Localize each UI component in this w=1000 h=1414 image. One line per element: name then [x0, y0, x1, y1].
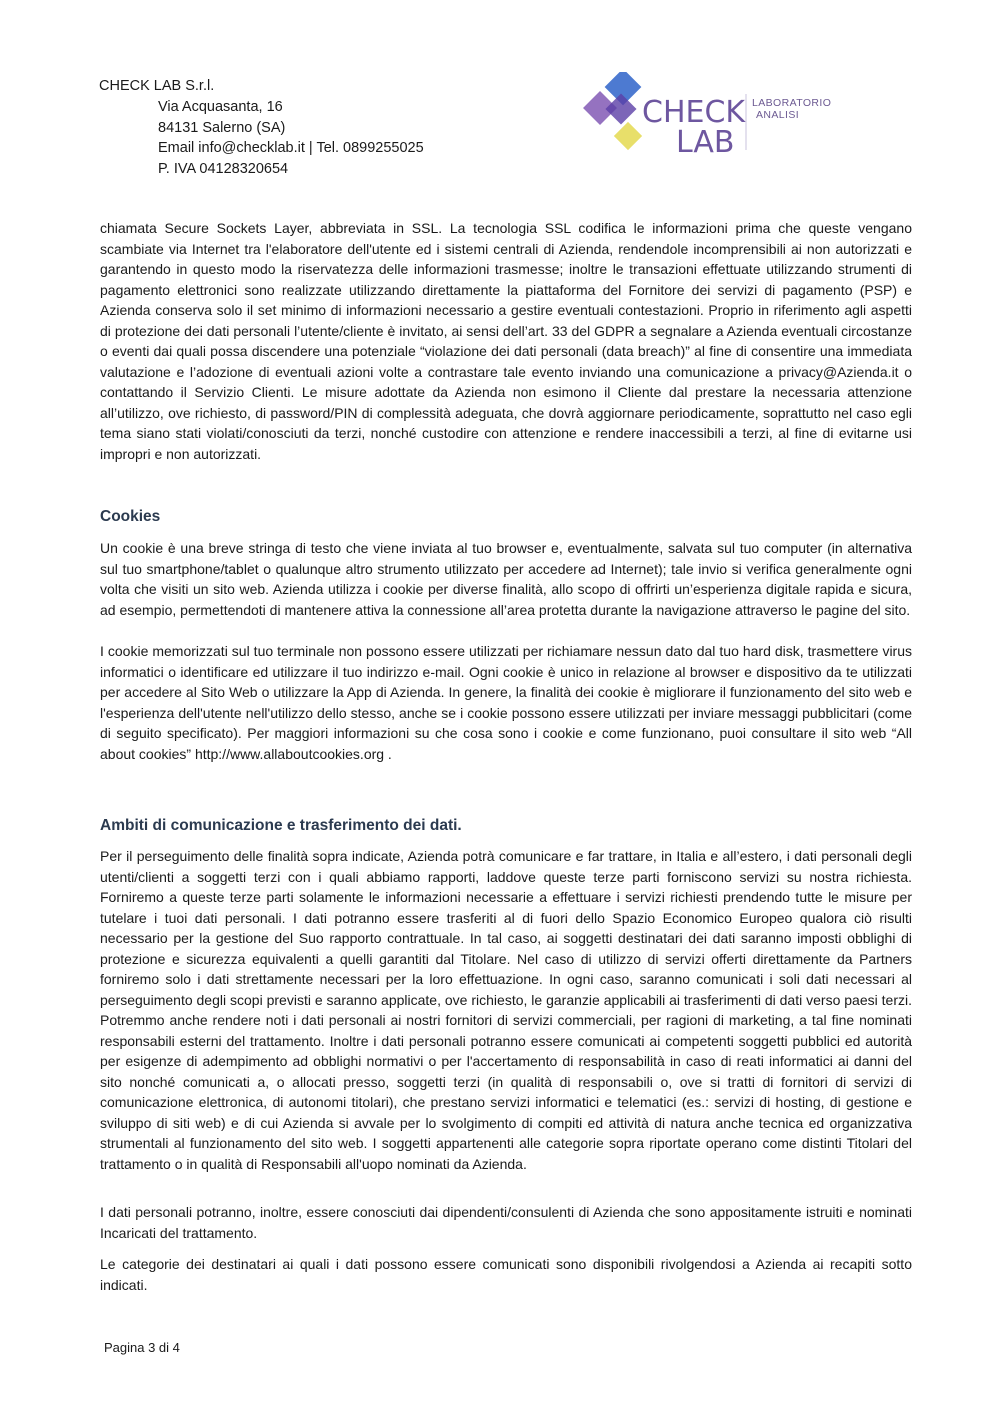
ambiti-paragraph-2: I dati personali potranno, inoltre, essere conosciuti dai dipendenti/consulenti di Azienda che sono appositamente istruiti e nominati Incaricati del trattamento.: [100, 1204, 912, 1241]
logo-tagline-1: LABORATORIO: [752, 97, 832, 109]
ambiti-paragraph-1: Per il perseguimento delle finalità sopra indicate, Azienda potrà comunicare e far trattare, in Italia e all’estero, i dati personali degli utenti/clienti a soggetti terzi con i quali abbiamo rapporti, laddove queste terze parti forniscono servizi su nostra richiesta. Forniremo a queste terze parti solamente le informazioni necessarie a effettuare i servizi richiesti prendendo tutte le misure per tutelare i tuoi dati personali. I dati potranno essere trasferiti al di fuori dello Spazio Economico Europeo qualora ciò risulti necessario per la gestione del Suo rapporto contrattuale. In tal caso, ai soggetti destinatari dei dati saranno imposti obblighi di protezione e sicurezza equivalenti a quelli garantiti dal Titolare. Nel caso di utilizzo di servizi offerti direttamente da Partners forniremo solo i dati strettamente necessari per la loro effettuazione. In ogni caso, saranno comunicati i soli dati necessari al perseguimento degli scopi previsti e saranno applicate, ove richiesto, le garanzie applicabili ai trasferimenti di dati verso paesi terzi. Potremmo anche rendere noti i dati personali ai nostri fornitori di servizi commerciali, per ragioni di marketing, a tal fine nominati responsabili esterni del trattamento. Inoltre i dati personali potranno essere comunicati ai competenti soggetti pubblici ed autorità per esigenze di adempimento ad obblighi normativi o per l'accertamento di responsabilità in caso di reati informatici ai danni del sito nonché comunicati a, o allocati presso, soggetti terzi (in qualità di responsabili o, ove si tratti di fornitori di servizi di comunicazione elettronica, di autonomi titolari), che prestano servizi informatici e telematici (es.: servizi di hosting, di gestione e sviluppo di siti web) e di cui Azienda si avvale per lo svolgimento di compiti ed attività di natura anche tecnica ed organizzativa strumentali al funzionamento del sito web. I soggetti appartenenti alle categorie sopra riportate operano come distinti Titolari del trattamento o in qualità di Responsabili all'uopo nominati da Azienda.: [100, 848, 912, 1172]
address-street: Via Acquasanta, 16: [158, 99, 283, 115]
cookies-paragraph-1: Un cookie è una breve stringa di testo che viene inviata al tuo browser e, eventualmente, salvata sul tuo computer (in alternativa sul tuo smartphone/tablet o qualunque altro strumento utilizzato per accedere ad Internet); tale invio si verifica generalmente ogni volta che visiti un sito web. Azienda utilizza i cookie per diverse finalità, allo scopo di offrirti un’esperienza digitale rapida e sicura, ad esempio, permettendoti di mantenere attiva la connessione all’area protetta durante la navigazione attraverso le pagine del sito.: [100, 540, 912, 618]
cookies-paragraph-2: I cookie memorizzati sul tuo terminale non possono essere utilizzati per richiamare nessun dato dal tuo hard disk, trasmettere virus informatici o identificare ed utilizzare il tuo indirizzo e-mail. Ogni cookie è unico in relazione al browser e dispositivo da te utilizzati per accedere al Sito Web o utilizzare la App di Azienda. In genere, la finalità dei cookie è migliorare il funzionamento del sito web e l'esperienza dell'utente nell'utilizzo dello stesso, anche se i cookie possono essere utilizzati per inviare messaggi pubblicitari (come di seguito specificato). Per maggiori informazioni su che cosa sono i cookie e come funzionano, puoi consultare il sito web “All about cookies” http://www.allaboutcookies.org .: [100, 643, 912, 762]
logo-tagline-2: ANALISI: [756, 109, 800, 121]
ssl-paragraph: chiamata Secure Sockets Layer, abbreviata in SSL. La tecnologia SSL codifica le informazioni prima che queste vengano scambiate via Internet tra l'elaboratore dell'utente ed i sistemi centrali di Azienda, rendendole incomprensibili ai non autorizzati e garantendo in questo modo la riservatezza delle informazioni trasmesse; inoltre le transazioni effettuate utilizzando strumenti di pagamento elettronici sono realizzate utilizzando direttamente la piattaforma del Fornitore dei servizi di pagamento (PSP) e Azienda conserva solo il set minimo di informazioni necessario a gestire eventuali contestazioni. Proprio in riferimento agli aspetti di protezione dei dati personali l’utente/cliente è invitato, ai sensi dell’art. 33 del GDPR a segnalare a Azienda eventuali circostanze o eventi dai quali possa discendere una potenziale “violazione dei dati personali (data breach)” al fine di consentire una immediata valutazione e l’adozione di eventuali azioni volte a contrastare tale evento inviando una comunicazione a privacy@Azienda.it o contattando il Servizio Clienti. Le misure adottate da Azienda non esimono il Cliente dal prestare la necessaria attenzione all’utilizzo, ove richiesto, di password/PIN di complessità adeguata, che dovrà aggiornare periodicamente, soprattutto nel caso egli tema siano stati violati/conosciuti da terzi, nonché custodire con attenzione e rendere inaccessibili a terzi, al fine di evitarne usi impropri e non autorizzati.: [100, 220, 912, 462]
cookies-heading: Cookies: [100, 508, 161, 525]
logo-word-lab: LAB: [676, 125, 735, 160]
ambiti-heading: Ambiti di comunicazione e trasferimento dei dati.: [100, 817, 462, 834]
logo-tagline: [752, 97, 831, 121]
ambiti-paragraph-3: Le categorie dei destinatari ai quali i dati possono essere comunicati sono disponibili rivolgendosi a Azienda ai recapiti sotto indicati.: [100, 1256, 912, 1293]
logo-word-check: CHECK: [642, 95, 746, 130]
company-address: [158, 97, 424, 179]
page-number: Pagina 3 di 4: [104, 1340, 180, 1355]
company-name: CHECK LAB S.r.l.: [99, 78, 215, 94]
address-contact: Email info@checklab.it | Tel. 0899255025: [158, 140, 424, 156]
address-city: 84131 Salerno (SA): [158, 119, 286, 136]
address-vat: P. IVA 04128320654: [158, 160, 289, 177]
